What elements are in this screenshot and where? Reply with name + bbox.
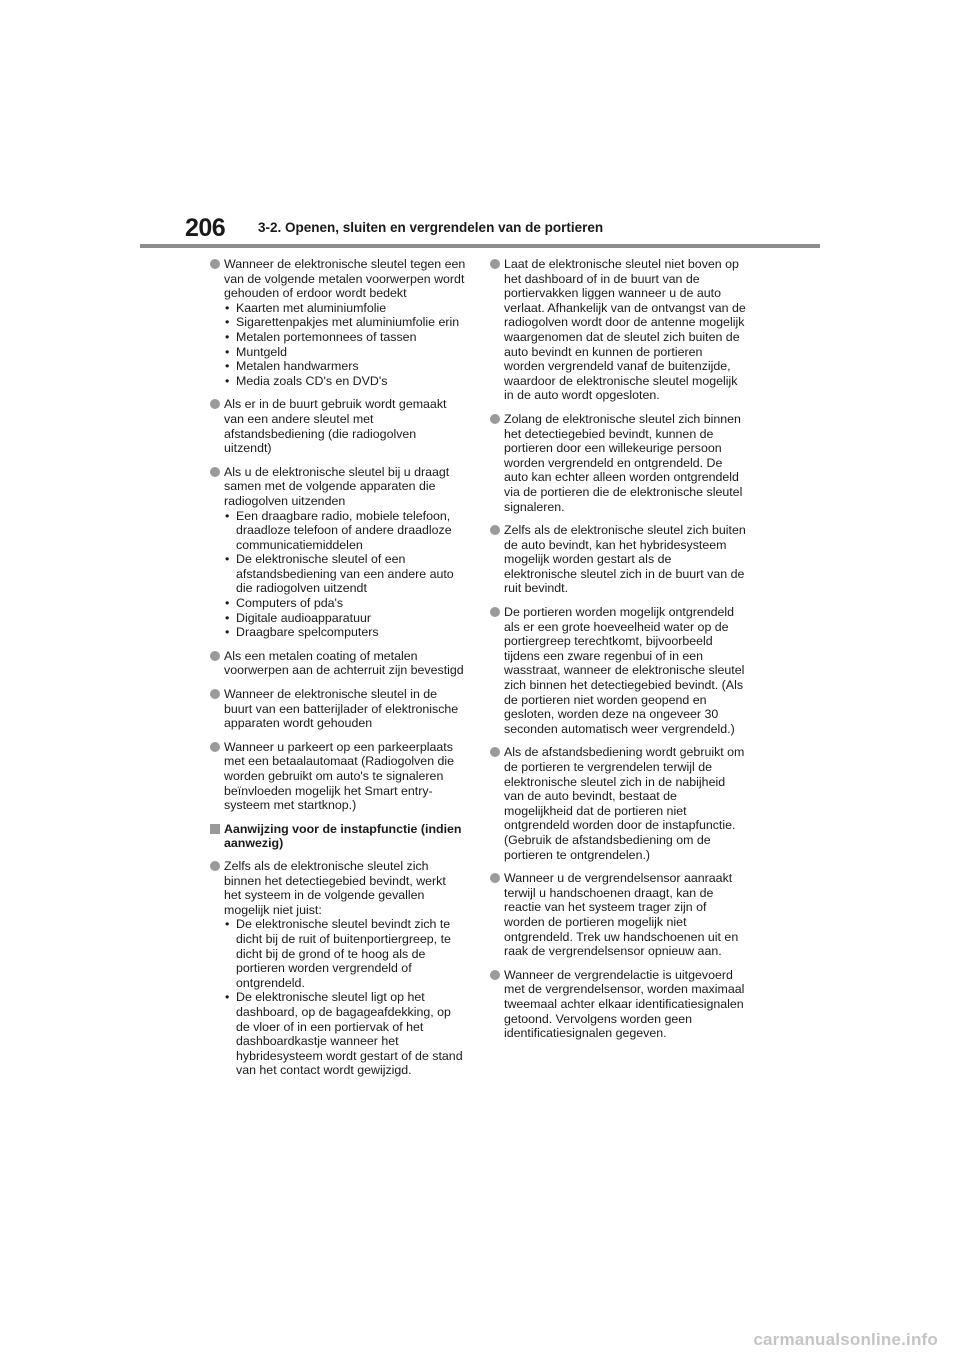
section-heading-text: Aanwijzing voor de instapfunctie (indien aanwezig) bbox=[224, 821, 462, 851]
bullet-item-text: Zelfs als de elektronische sleutel zich buiten de auto bevindt, kan het hybridesysteem mogelijk worden gestart als de elektronische sleutel zich in de buurt van de ruit bevindt. bbox=[504, 523, 746, 596]
section-title: 3-2. Openen, sluiten en vergrendelen van de portieren bbox=[258, 220, 604, 235]
bullet-item bbox=[210, 687, 466, 731]
small-dot-icon: • bbox=[225, 315, 230, 330]
circle-bullet-icon bbox=[490, 873, 500, 883]
sub-list-item bbox=[224, 625, 466, 640]
bullet-item bbox=[210, 740, 466, 813]
bullet-item-text: Wanneer de vergrendelactie is uitgevoerd met de vergrendelsensor, worden maximaal tweemaal achter elkaar identificatiesignalen getoond. Vervolgens worden geen identificatiesignalen gegeven. bbox=[504, 967, 745, 1041]
circle-bullet-icon bbox=[210, 399, 220, 409]
sub-list-item-text: Metalen handwarmers bbox=[236, 359, 359, 374]
left-column bbox=[210, 257, 466, 1087]
bullet-item bbox=[210, 397, 466, 455]
sub-list-item-text: Muntgeld bbox=[236, 344, 287, 359]
bullet-item-text: Wanneer u de vergrendelsensor aanraakt terwijl u handschoenen draagt, kan de reactie van het systeem trager zijn of worden de portieren mogelijk niet ontgrendeld. Trek uw handschoenen uit en raak de vergrendelsensor opnieuw aan. bbox=[504, 871, 739, 959]
circle-bullet-icon bbox=[210, 861, 220, 871]
small-dot-icon: • bbox=[225, 552, 230, 567]
circle-bullet-icon bbox=[490, 970, 500, 980]
sub-list-item-text: De elektronische sleutel ligt op het dashboard, op de bagageafdekking, op de vloer of in een portiervak of het dashboardkastje wanneer het hybridesysteem wordt gestart of de stand van het contact wordt gewijzigd. bbox=[236, 990, 463, 1078]
bullet-item-text: Zelfs als de elektronische sleutel zich binnen het detectiegebied bevindt, werkt het systeem in de volgende gevallen mogelijk niet juist: bbox=[224, 858, 446, 917]
small-dot-icon: • bbox=[225, 300, 230, 315]
bullet-item-text: De portieren worden mogelijk ontgrendeld als er een grote hoeveelheid water op de portiergreep terechtkomt, bijvoorbeeld tijdens een zware regenbui of in een wasstraat, wanneer de elektronische sleutel zich binnen het detectiegebied bevindt. (Als de portieren niet worden geopend en gesloten, worden deze na ongeveer 30 seconden automatisch weer vergrendeld.) bbox=[504, 605, 745, 736]
left-item-group bbox=[210, 257, 466, 813]
sub-list-item bbox=[224, 596, 466, 611]
sub-list-item-text: Digitale audioapparatuur bbox=[236, 610, 372, 625]
sub-list-item bbox=[224, 917, 466, 990]
bullet-item-text: Als er in de buurt gebruik wordt gemaakt van een andere sleutel met afstandsbediening (die radiogolven uitzendt) bbox=[224, 397, 447, 456]
bullet-item-text: Wanneer u parkeert op een parkeerplaats met een betaalautomaat (Radiogolven die worden gebruikt om auto's te signaleren beïnvloeden mogelijk het Smart entry-systeem met startknop.) bbox=[224, 739, 455, 813]
sub-list-item bbox=[224, 611, 466, 626]
small-dot-icon: • bbox=[225, 596, 230, 611]
sub-list-item-text: Sigarettenpakjes met aluminiumfolie erin bbox=[236, 315, 460, 330]
circle-bullet-icon bbox=[210, 742, 220, 752]
small-dot-icon: • bbox=[225, 344, 230, 359]
small-dot-icon: • bbox=[225, 990, 230, 1005]
sub-list-item bbox=[224, 359, 466, 374]
bullet-item-text: Als de afstandsbediening wordt gebruikt om de portieren te vergrendelen terwijl de elektronische sleutel zich in de nabijheid van de auto bevindt, bestaat de mogelijkheid dat de portieren niet ontgrendeld worden door de instapfunctie. (Gebruik de afstandsbediening om de portieren te ontgrendelen.) bbox=[504, 745, 745, 862]
small-dot-icon: • bbox=[225, 359, 230, 374]
sub-list-item bbox=[224, 552, 466, 596]
page-number: 206 bbox=[185, 214, 226, 242]
sub-list-item bbox=[224, 345, 466, 360]
bullet-item-text: Wanneer de elektronische sleutel tegen een van de volgende metalen voorwerpen wordt gehouden of erdoor wordt bedekt bbox=[224, 257, 466, 301]
sub-list-item bbox=[224, 374, 466, 389]
small-dot-icon: • bbox=[225, 625, 230, 640]
circle-bullet-icon bbox=[210, 259, 220, 269]
sub-list-item-text: De elektronische sleutel bevindt zich te dicht bij de ruit of buitenportiergreep, te dicht bij de grond of te hoog als de portieren worden vergrendeld of ontgrendeld. bbox=[236, 917, 451, 990]
circle-bullet-icon bbox=[490, 259, 500, 269]
sub-list bbox=[224, 509, 466, 640]
circle-bullet-icon bbox=[210, 651, 220, 661]
sub-list bbox=[224, 917, 466, 1078]
small-dot-icon: • bbox=[225, 373, 230, 388]
bullet-item bbox=[210, 859, 466, 1078]
right-item-group bbox=[490, 257, 746, 1041]
sub-list-item-text: Een draagbare radio, mobiele telefoon, draadloze telefoon of andere draadloze communicatiemiddelen bbox=[236, 508, 452, 552]
sub-list-item bbox=[224, 509, 466, 553]
sub-list-item bbox=[224, 330, 466, 345]
circle-bullet-icon bbox=[210, 467, 220, 477]
sub-list-item-text: De elektronische sleutel of een afstandsbediening van een andere auto die radiogolven uitzendt bbox=[236, 552, 454, 596]
bullet-item-text: Als u de elektronische sleutel bij u draagt samen met de volgende apparaten die radiogolven uitzenden bbox=[224, 464, 450, 508]
right-column bbox=[490, 257, 746, 1050]
bullet-item bbox=[210, 465, 466, 640]
small-dot-icon: • bbox=[225, 917, 230, 932]
circle-bullet-icon bbox=[490, 607, 500, 617]
circle-bullet-icon bbox=[490, 747, 500, 757]
bullet-item bbox=[490, 745, 746, 862]
bullet-item bbox=[210, 649, 466, 678]
sub-list-item-text: Media zoals CD's en DVD's bbox=[236, 373, 388, 388]
circle-bullet-icon bbox=[210, 689, 220, 699]
small-dot-icon: • bbox=[225, 329, 230, 344]
small-dot-icon: • bbox=[225, 508, 230, 523]
bullet-item-text: Als een metalen coating of metalen voorwerpen aan de achterruit zijn bevestigd bbox=[224, 648, 464, 678]
sub-list-item-text: Kaarten met aluminiumfolie bbox=[236, 300, 387, 315]
sub-list-item bbox=[224, 301, 466, 316]
bullet-item bbox=[210, 257, 466, 388]
sub-list-item-text: Computers of pda's bbox=[236, 596, 344, 611]
circle-bullet-icon bbox=[490, 525, 500, 535]
bullet-item bbox=[490, 257, 746, 403]
bullet-item bbox=[490, 523, 746, 596]
bullet-item-text: Wanneer de elektronische sleutel in de buurt van een batterijlader of elektronische apparaten wordt gehouden bbox=[224, 687, 459, 731]
sub-list bbox=[224, 301, 466, 389]
bullet-item bbox=[490, 412, 746, 514]
bullet-item-text: Laat de elektronische sleutel niet boven op het dashboard of in de buurt van de portiervakken liggen wanneer u de auto verlaat. Afhankelijk van de ontvangst van de radiogolven wordt door de antenne mogelijk waargenomen dat de sleutel zich buiten de auto bevindt en kunnen de portieren worden vergrendeld vanaf de buitenzijde, waardoor de elektronische sleutel mogelijk in de auto wordt opgesloten. bbox=[504, 257, 746, 403]
sub-list-item bbox=[224, 990, 466, 1078]
sub-list-item bbox=[224, 315, 466, 330]
watermark: carmanualsonline.info bbox=[753, 1330, 938, 1349]
left-item-group-after bbox=[210, 859, 466, 1078]
sub-list-item-text: Draagbare spelcomputers bbox=[236, 625, 379, 640]
bullet-item bbox=[490, 968, 746, 1041]
circle-bullet-icon bbox=[490, 414, 500, 424]
section-heading bbox=[210, 822, 466, 851]
header-divider bbox=[140, 244, 820, 248]
bullet-item-text: Zolang de elektronische sleutel zich binnen het detectiegebied bevindt, kunnen de portieren door een willekeurige persoon worden vergrendeld en ontgrendeld. De auto kan echter alleen worden ontgrendeld via de portieren die de elektronische sleutel signaleren. bbox=[504, 411, 743, 514]
bullet-item bbox=[490, 605, 746, 736]
sub-list-item-text: Metalen portemonnees of tassen bbox=[236, 329, 417, 344]
small-dot-icon: • bbox=[225, 610, 230, 625]
bullet-item bbox=[490, 871, 746, 959]
square-bullet-icon bbox=[210, 824, 220, 834]
